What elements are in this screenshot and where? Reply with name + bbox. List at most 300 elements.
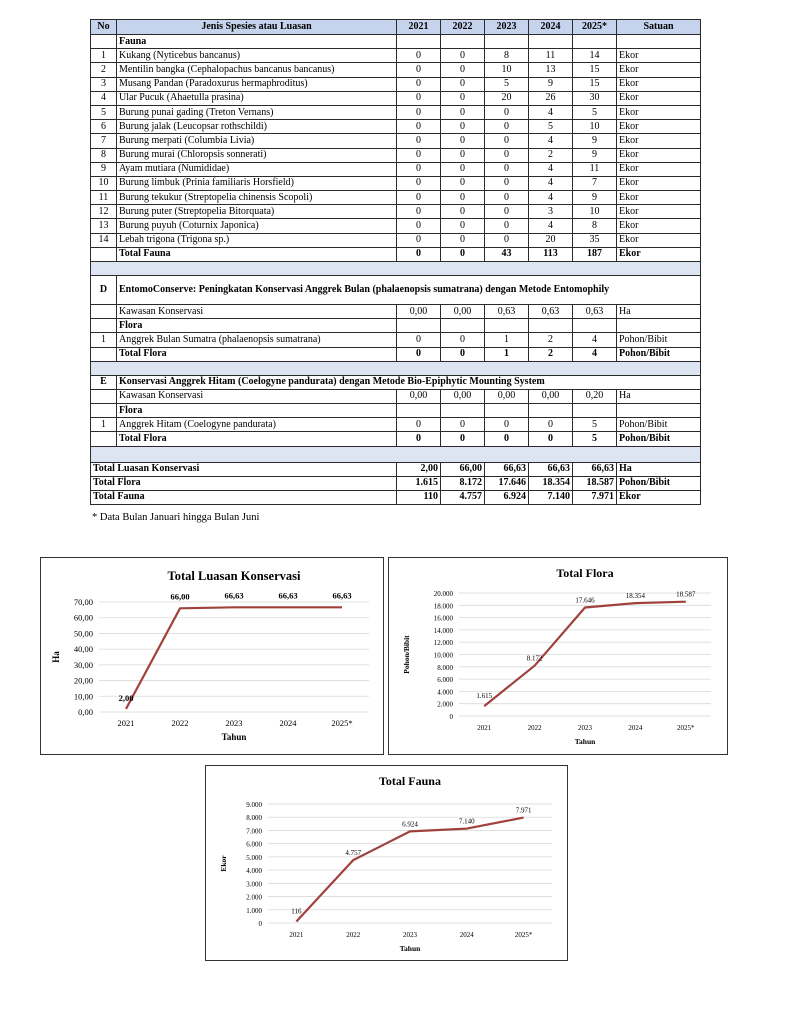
- section-title-row: [91, 276, 701, 305]
- row-unit: Ekor: [617, 162, 701, 176]
- grand-value: 18.587: [573, 476, 617, 490]
- row-value: 0: [397, 247, 441, 261]
- fauna-row: [91, 233, 701, 247]
- empty-cell: [397, 403, 441, 417]
- grand-total-row: [91, 462, 701, 476]
- row-number: 2: [91, 63, 117, 77]
- row-value: 0,63: [529, 305, 573, 319]
- grand-value: 17.646: [485, 476, 529, 490]
- header-unit: Satuan: [617, 20, 701, 35]
- row-value: 20: [529, 233, 573, 247]
- x-tick-label: 2024: [459, 931, 474, 939]
- row-label: Burung murai (Chloropsis sonnerati): [117, 148, 397, 162]
- row-label: Ular Pucuk (Ahaetulla prasina): [117, 91, 397, 105]
- y-tick-label: 2.000: [246, 893, 262, 902]
- y-tick-label: 20,00: [73, 675, 93, 686]
- chart-title: Total Flora: [556, 566, 614, 580]
- row-value: 0,00: [397, 305, 441, 319]
- row-value: 4: [529, 176, 573, 190]
- row-label: Ayam mutiara (Numididae): [117, 162, 397, 176]
- flora-label-row: [91, 319, 701, 333]
- series-line: [296, 818, 523, 922]
- spacer-row: [91, 361, 701, 375]
- row-value: 0: [397, 120, 441, 134]
- row-value: 0: [397, 148, 441, 162]
- y-tick-label: 16.000: [433, 614, 453, 623]
- row-value: 0: [485, 162, 529, 176]
- row-value: 0: [529, 432, 573, 446]
- row-number: [91, 403, 117, 417]
- area-row: [91, 305, 701, 319]
- grand-value: 8.172: [441, 476, 485, 490]
- row-value: 0: [441, 418, 485, 432]
- fauna-row: [91, 162, 701, 176]
- y-tick-label: 6.000: [246, 840, 262, 849]
- row-unit: Pohon/Bibit: [617, 347, 701, 361]
- row-label: Burung merpati (Columbia Livia): [117, 134, 397, 148]
- x-tick-label: 2023: [578, 724, 592, 732]
- row-value: 0: [485, 219, 529, 233]
- series-line: [126, 607, 342, 709]
- table-header-row: [91, 20, 701, 35]
- header-2024: 2024: [529, 20, 573, 35]
- total-fauna-row: [91, 247, 701, 261]
- total-flora-row: [91, 347, 701, 361]
- row-value: 113: [529, 247, 573, 261]
- row-value: 30: [573, 91, 617, 105]
- data-label: 6.924: [402, 820, 418, 829]
- row-value: 0: [441, 63, 485, 77]
- empty-cell: [485, 319, 529, 333]
- row-value: 1: [485, 347, 529, 361]
- grand-value: 1.615: [397, 476, 441, 490]
- table-body: [91, 35, 701, 505]
- spacer-cell: [91, 361, 701, 375]
- x-tick-label: 2025*: [514, 931, 533, 939]
- row-unit: Ekor: [617, 63, 701, 77]
- row-unit: Ha: [617, 305, 701, 319]
- y-axis-label: Pohon/Bibit: [402, 635, 411, 674]
- data-label: 66,63: [278, 590, 298, 601]
- row-value: 4: [529, 162, 573, 176]
- row-value: 0: [441, 247, 485, 261]
- section-letter: E: [91, 375, 117, 389]
- spacer-row: [91, 446, 701, 462]
- row-value: 8: [485, 49, 529, 63]
- y-tick-label: 8.000: [437, 663, 453, 672]
- x-tick-label: 2024: [279, 718, 297, 728]
- row-value: 0: [441, 205, 485, 219]
- header-no: No: [91, 20, 117, 35]
- row-value: 5: [573, 418, 617, 432]
- row-value: 0: [441, 120, 485, 134]
- row-value: 0: [485, 418, 529, 432]
- row-number: [91, 35, 117, 49]
- conservation-table: [90, 19, 701, 505]
- empty-cell: [397, 319, 441, 333]
- row-unit: Ekor: [617, 176, 701, 190]
- row-value: 4: [529, 134, 573, 148]
- fauna-row: [91, 176, 701, 190]
- row-value: 0: [485, 176, 529, 190]
- flora-label-row: [91, 403, 701, 417]
- y-tick-label: 7.000: [246, 827, 262, 836]
- row-value: 0: [397, 432, 441, 446]
- grand-value: 18.354: [529, 476, 573, 490]
- row-label: Mentilin bangka (Cephalopachus bancanus bancanus): [117, 63, 397, 77]
- x-tick-label: 2022: [527, 724, 542, 732]
- fauna-row: [91, 219, 701, 233]
- row-label: Total Flora: [117, 432, 397, 446]
- y-axis-label: Ha: [51, 651, 61, 663]
- row-value: 9: [573, 191, 617, 205]
- row-unit: Ekor: [617, 148, 701, 162]
- row-value: 0: [485, 191, 529, 205]
- y-tick-label: 0: [258, 920, 262, 928]
- row-value: 35: [573, 233, 617, 247]
- row-value: 15: [573, 63, 617, 77]
- row-value: 0,00: [529, 389, 573, 403]
- grand-label: Total Luasan Konservasi: [91, 462, 397, 476]
- row-value: 0: [441, 333, 485, 347]
- chart-total-flora: [388, 557, 728, 755]
- row-value: 0: [397, 333, 441, 347]
- header-2025: 2025*: [573, 20, 617, 35]
- row-value: 0: [397, 347, 441, 361]
- row-value: 0: [441, 134, 485, 148]
- x-axis-label: Tahun: [221, 732, 247, 742]
- row-value: 0,00: [397, 389, 441, 403]
- row-value: 0: [485, 105, 529, 119]
- empty-cell: [485, 403, 529, 417]
- row-number: 8: [91, 148, 117, 162]
- row-value: 2: [529, 148, 573, 162]
- row-unit: Ekor: [617, 247, 701, 261]
- data-label: 66,63: [224, 590, 244, 601]
- empty-cell: [441, 319, 485, 333]
- row-value: 0: [441, 219, 485, 233]
- empty-cell: [573, 403, 617, 417]
- empty-cell: [573, 35, 617, 49]
- row-value: 0: [441, 347, 485, 361]
- y-axis-label: Ekor: [219, 855, 228, 872]
- x-tick-label: 2022: [346, 931, 361, 939]
- row-value: 0,63: [573, 305, 617, 319]
- fauna-label-row: [91, 35, 701, 49]
- x-tick-label: 2022: [171, 718, 189, 728]
- y-tick-label: 40,00: [73, 644, 93, 655]
- row-value: 0: [485, 233, 529, 247]
- flora-row: [91, 333, 701, 347]
- row-number: 1: [91, 333, 117, 347]
- row-value: 0: [441, 432, 485, 446]
- row-value: 0: [397, 134, 441, 148]
- row-value: 0: [441, 176, 485, 190]
- row-unit: Ekor: [617, 191, 701, 205]
- empty-cell: [529, 403, 573, 417]
- x-tick-label: 2023: [225, 718, 243, 728]
- row-value: 5: [573, 432, 617, 446]
- data-label: 7.971: [515, 806, 532, 815]
- x-tick-label: 2025*: [331, 718, 353, 728]
- fauna-row: [91, 191, 701, 205]
- row-value: 9: [529, 77, 573, 91]
- row-value: 0: [397, 219, 441, 233]
- row-number: [91, 305, 117, 319]
- chart-title: Total Luasan Konservasi: [167, 569, 301, 583]
- row-value: 4: [529, 191, 573, 205]
- row-value: 0: [485, 120, 529, 134]
- row-number: [91, 319, 117, 333]
- y-tick-label: 2.000: [437, 700, 453, 709]
- chart-svg: [206, 766, 567, 960]
- row-value: 0: [397, 191, 441, 205]
- grand-unit: Ha: [617, 462, 701, 476]
- row-unit: Ekor: [617, 205, 701, 219]
- grand-value: 110: [397, 490, 441, 504]
- row-unit: Ekor: [617, 77, 701, 91]
- y-tick-label: 5.000: [246, 853, 262, 862]
- row-value: 0: [485, 134, 529, 148]
- empty-cell: [573, 319, 617, 333]
- row-value: 5: [485, 77, 529, 91]
- grand-total-row: [91, 476, 701, 490]
- row-value: 0: [397, 233, 441, 247]
- grand-value: 7.971: [573, 490, 617, 504]
- row-number: 11: [91, 191, 117, 205]
- data-label: 7.140: [458, 817, 475, 826]
- total-flora-row: [91, 432, 701, 446]
- fauna-row: [91, 49, 701, 63]
- empty-cell: [397, 35, 441, 49]
- row-value: 0: [397, 105, 441, 119]
- fauna-row: [91, 134, 701, 148]
- y-tick-label: 10,00: [73, 691, 93, 702]
- row-value: 0: [441, 91, 485, 105]
- row-value: 43: [485, 247, 529, 261]
- data-label: 66,00: [170, 591, 190, 602]
- data-label: 17.646: [575, 596, 595, 605]
- y-tick-label: 50,00: [73, 628, 93, 639]
- x-tick-label: 2021: [289, 931, 304, 939]
- area-row: [91, 389, 701, 403]
- footnote: * Data Bulan Januari hingga Bulan Juni: [92, 512, 260, 523]
- row-label: Total Fauna: [117, 247, 397, 261]
- row-value: 4: [529, 219, 573, 233]
- row-value: 10: [573, 205, 617, 219]
- row-unit: Pohon/Bibit: [617, 432, 701, 446]
- row-value: 8: [573, 219, 617, 233]
- fauna-row: [91, 205, 701, 219]
- y-tick-label: 3.000: [246, 880, 262, 889]
- row-value: 5: [573, 105, 617, 119]
- row-value: 4: [529, 105, 573, 119]
- grand-value: 66,00: [441, 462, 485, 476]
- row-value: 5: [529, 120, 573, 134]
- row-value: 9: [573, 134, 617, 148]
- x-axis-label: Tahun: [574, 737, 596, 746]
- header-2022: 2022: [441, 20, 485, 35]
- row-number: 1: [91, 418, 117, 432]
- row-value: 7: [573, 176, 617, 190]
- grand-value: 7.140: [529, 490, 573, 504]
- row-label: Anggrek Bulan Sumatra (phalaenopsis sumatrana): [117, 333, 397, 347]
- chart-title: Total Fauna: [379, 774, 441, 788]
- row-number: 9: [91, 162, 117, 176]
- row-value: 14: [573, 49, 617, 63]
- grand-label: Total Flora: [91, 476, 397, 490]
- chart-total-luasan: [40, 557, 384, 755]
- y-tick-label: 8.000: [246, 814, 262, 823]
- row-value: 0: [441, 233, 485, 247]
- row-value: 15: [573, 77, 617, 91]
- y-tick-label: 30,00: [73, 659, 93, 670]
- y-tick-label: 9.000: [246, 801, 262, 809]
- y-tick-label: 0,00: [78, 707, 93, 717]
- row-unit: Ekor: [617, 91, 701, 105]
- row-value: 0,20: [573, 389, 617, 403]
- row-value: 10: [485, 63, 529, 77]
- x-axis-label: Tahun: [399, 944, 421, 953]
- fauna-row: [91, 63, 701, 77]
- row-label: Musang Pandan (Paradoxurus hermaphroditus): [117, 77, 397, 91]
- section-title-row: [91, 375, 701, 389]
- row-value: 11: [529, 49, 573, 63]
- row-value: 0,63: [485, 305, 529, 319]
- section-letter: D: [91, 276, 117, 305]
- row-label: Anggrek Hitam (Coelogyne pandurata): [117, 418, 397, 432]
- row-value: 13: [529, 63, 573, 77]
- grand-value: 66,63: [485, 462, 529, 476]
- row-value: 0: [441, 105, 485, 119]
- y-tick-label: 10.000: [433, 651, 453, 660]
- y-tick-label: 60,00: [73, 612, 93, 623]
- x-tick-label: 2021: [477, 724, 492, 732]
- x-tick-label: 2023: [403, 931, 417, 939]
- row-number: [91, 389, 117, 403]
- row-value: 10: [573, 120, 617, 134]
- data-label: 1.615: [476, 692, 493, 701]
- row-value: 0: [529, 418, 573, 432]
- data-label: 18.587: [676, 590, 696, 599]
- grand-total-row: [91, 490, 701, 504]
- grand-value: 66,63: [529, 462, 573, 476]
- group-label: Flora: [117, 403, 397, 417]
- empty-cell: [441, 403, 485, 417]
- row-label: Burung puter (Streptopelia Bitorquata): [117, 205, 397, 219]
- row-value: 187: [573, 247, 617, 261]
- row-unit: Ekor: [617, 105, 701, 119]
- row-number: 7: [91, 134, 117, 148]
- row-unit: Ekor: [617, 120, 701, 134]
- group-label: Flora: [117, 319, 397, 333]
- row-value: 0: [397, 49, 441, 63]
- row-value: 0: [397, 91, 441, 105]
- row-value: 26: [529, 91, 573, 105]
- row-value: 0: [397, 418, 441, 432]
- data-label: 2,00: [118, 692, 134, 703]
- row-value: 0: [485, 432, 529, 446]
- row-unit: Pohon/Bibit: [617, 333, 701, 347]
- grand-value: 6.924: [485, 490, 529, 504]
- x-tick-label: 2024: [628, 724, 643, 732]
- fauna-row: [91, 148, 701, 162]
- y-tick-label: 14.000: [433, 626, 453, 635]
- group-label: Fauna: [117, 35, 397, 49]
- row-number: 12: [91, 205, 117, 219]
- row-value: 4: [573, 347, 617, 361]
- row-value: 0,00: [441, 305, 485, 319]
- row-value: 0,00: [485, 389, 529, 403]
- row-value: 0: [397, 77, 441, 91]
- fauna-row: [91, 105, 701, 119]
- row-label: Kawasan Konservasi: [117, 389, 397, 403]
- chart-svg: [389, 558, 727, 754]
- grand-value: 2,00: [397, 462, 441, 476]
- empty-cell: [485, 35, 529, 49]
- y-tick-label: 20.000: [433, 590, 453, 598]
- spacer-cell: [91, 262, 701, 276]
- section-title: EntomoConserve: Peningkatan Konservasi Anggrek Bulan (phalaenopsis sumatrana) dengan Metode Entomophily: [117, 276, 701, 305]
- row-number: 6: [91, 120, 117, 134]
- row-unit: Ekor: [617, 219, 701, 233]
- row-number: 13: [91, 219, 117, 233]
- header-species: Jenis Spesies atau Luasan: [117, 20, 397, 35]
- row-unit: Ha: [617, 389, 701, 403]
- row-unit: Pohon/Bibit: [617, 418, 701, 432]
- empty-cell: [529, 319, 573, 333]
- section-title: Konservasi Anggrek Hitam (Coelogyne pandurata) dengan Metode Bio-Epiphytic Mounting System: [117, 375, 701, 389]
- row-label: Burung puyuh (Coturnix Japonica): [117, 219, 397, 233]
- header-2021: 2021: [397, 20, 441, 35]
- data-label: 4.757: [345, 849, 362, 858]
- spacer-row: [91, 262, 701, 276]
- row-value: 0: [441, 191, 485, 205]
- data-label: 18.354: [625, 592, 646, 601]
- grand-value: 66,63: [573, 462, 617, 476]
- y-tick-label: 12.000: [433, 639, 453, 648]
- empty-cell: [617, 403, 701, 417]
- grand-unit: Ekor: [617, 490, 701, 504]
- fauna-row: [91, 77, 701, 91]
- row-value: 20: [485, 91, 529, 105]
- row-label: Total Flora: [117, 347, 397, 361]
- row-value: 11: [573, 162, 617, 176]
- row-value: 0: [441, 148, 485, 162]
- y-tick-label: 4.000: [437, 688, 453, 697]
- row-label: Lebah trigona (Trigona sp.): [117, 233, 397, 247]
- grand-value: 4.757: [441, 490, 485, 504]
- row-label: Kawasan Konservasi: [117, 305, 397, 319]
- row-value: 0,00: [441, 389, 485, 403]
- row-value: 9: [573, 148, 617, 162]
- row-value: 0: [397, 205, 441, 219]
- flora-row: [91, 418, 701, 432]
- row-number: [91, 432, 117, 446]
- row-unit: Ekor: [617, 49, 701, 63]
- row-number: [91, 347, 117, 361]
- x-tick-label: 2025*: [677, 724, 695, 732]
- row-number: 3: [91, 77, 117, 91]
- row-number: 10: [91, 176, 117, 190]
- row-value: 2: [529, 347, 573, 361]
- empty-cell: [529, 35, 573, 49]
- row-value: 0: [441, 162, 485, 176]
- row-number: 4: [91, 91, 117, 105]
- grand-unit: Pohon/Bibit: [617, 476, 701, 490]
- empty-cell: [617, 35, 701, 49]
- row-unit: Ekor: [617, 134, 701, 148]
